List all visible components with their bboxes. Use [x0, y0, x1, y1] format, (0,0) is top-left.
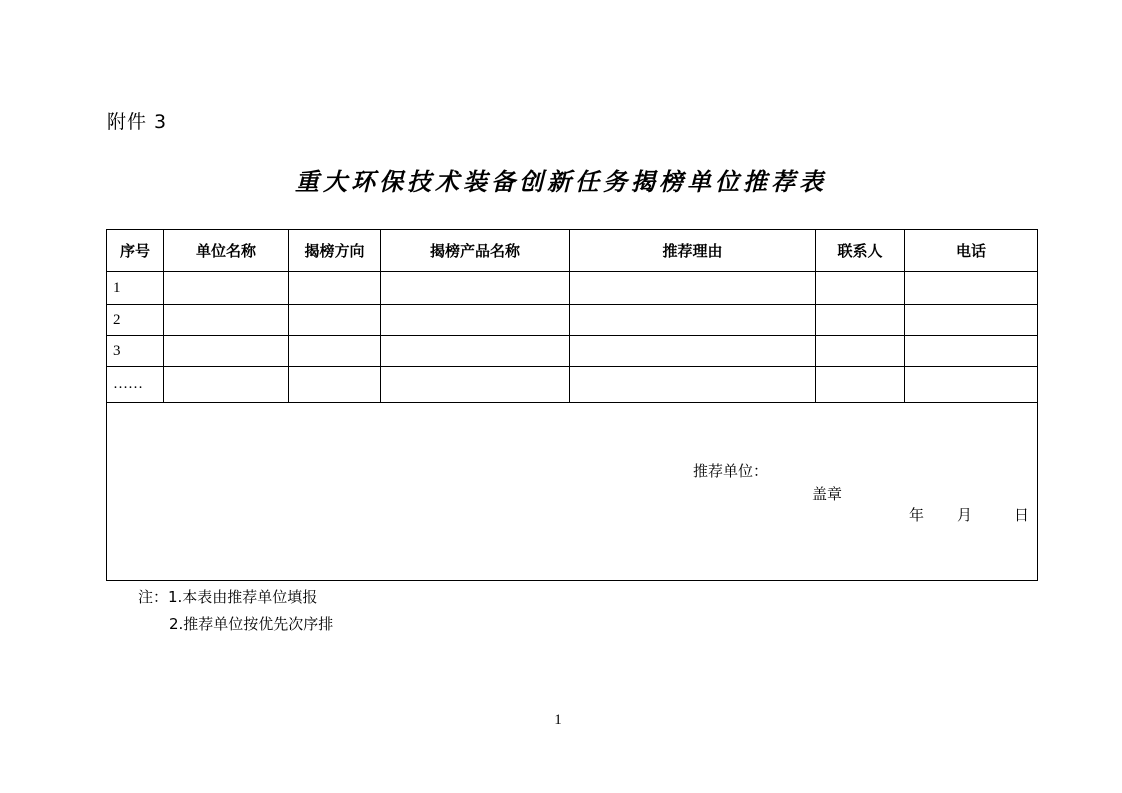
cell-phone[interactable] [905, 272, 1038, 305]
note-line-1: 注：1.本表由推荐单位填报 [138, 588, 318, 606]
row-seq: 3 [107, 336, 164, 367]
cell-product-name[interactable] [381, 305, 570, 336]
cell-unit-name[interactable] [164, 272, 289, 305]
row-seq: …… [107, 367, 164, 403]
cell-product-name[interactable] [381, 336, 570, 367]
date-day-label: 日 [1014, 506, 1030, 524]
recommending-unit-label: 推荐单位： [693, 462, 769, 480]
cell-unit-name[interactable] [164, 336, 289, 367]
column-header-contact: 联系人 [816, 230, 905, 272]
cell-contact[interactable] [816, 367, 905, 403]
page-number: 1 [554, 712, 562, 728]
column-header-unit-name: 单位名称 [164, 230, 289, 272]
cell-phone[interactable] [905, 305, 1038, 336]
cell-reason[interactable] [570, 336, 816, 367]
column-header-reason: 推荐理由 [570, 230, 816, 272]
date-year-label: 年 [909, 506, 925, 524]
column-header-phone: 电话 [905, 230, 1038, 272]
cell-contact[interactable] [816, 336, 905, 367]
page-title: 重大环保技术装备创新任务揭榜单位推荐表 [295, 167, 827, 196]
note-line-2: 2.推荐单位按优先次序排 [169, 615, 334, 633]
attachment-label: 附件 3 [107, 111, 168, 133]
cell-unit-name[interactable] [164, 367, 289, 403]
table-row [107, 336, 1038, 367]
column-header-direction: 揭榜方向 [289, 230, 381, 272]
cell-direction[interactable] [289, 305, 381, 336]
table-row [107, 367, 1038, 403]
row-seq: 2 [107, 305, 164, 336]
cell-contact[interactable] [816, 272, 905, 305]
cell-unit-name[interactable] [164, 305, 289, 336]
recommendation-table [106, 229, 1038, 581]
cell-phone[interactable] [905, 367, 1038, 403]
cell-reason[interactable] [570, 305, 816, 336]
cell-direction[interactable] [289, 272, 381, 305]
seal-label: 盖章 [812, 485, 843, 503]
signature-row [107, 403, 1038, 581]
cell-contact[interactable] [816, 305, 905, 336]
column-header-product-name: 揭榜产品名称 [381, 230, 570, 272]
cell-reason[interactable] [570, 367, 816, 403]
cell-direction[interactable] [289, 367, 381, 403]
cell-phone[interactable] [905, 336, 1038, 367]
signature-cell [107, 403, 1038, 581]
table-row [107, 272, 1038, 305]
table-header-row [107, 230, 1038, 272]
table-row [107, 305, 1038, 336]
cell-product-name[interactable] [381, 367, 570, 403]
cell-reason[interactable] [570, 272, 816, 305]
row-seq: 1 [107, 272, 164, 305]
column-header-seq: 序号 [107, 230, 164, 272]
date-month-label: 月 [957, 506, 973, 524]
cell-product-name[interactable] [381, 272, 570, 305]
cell-direction[interactable] [289, 336, 381, 367]
